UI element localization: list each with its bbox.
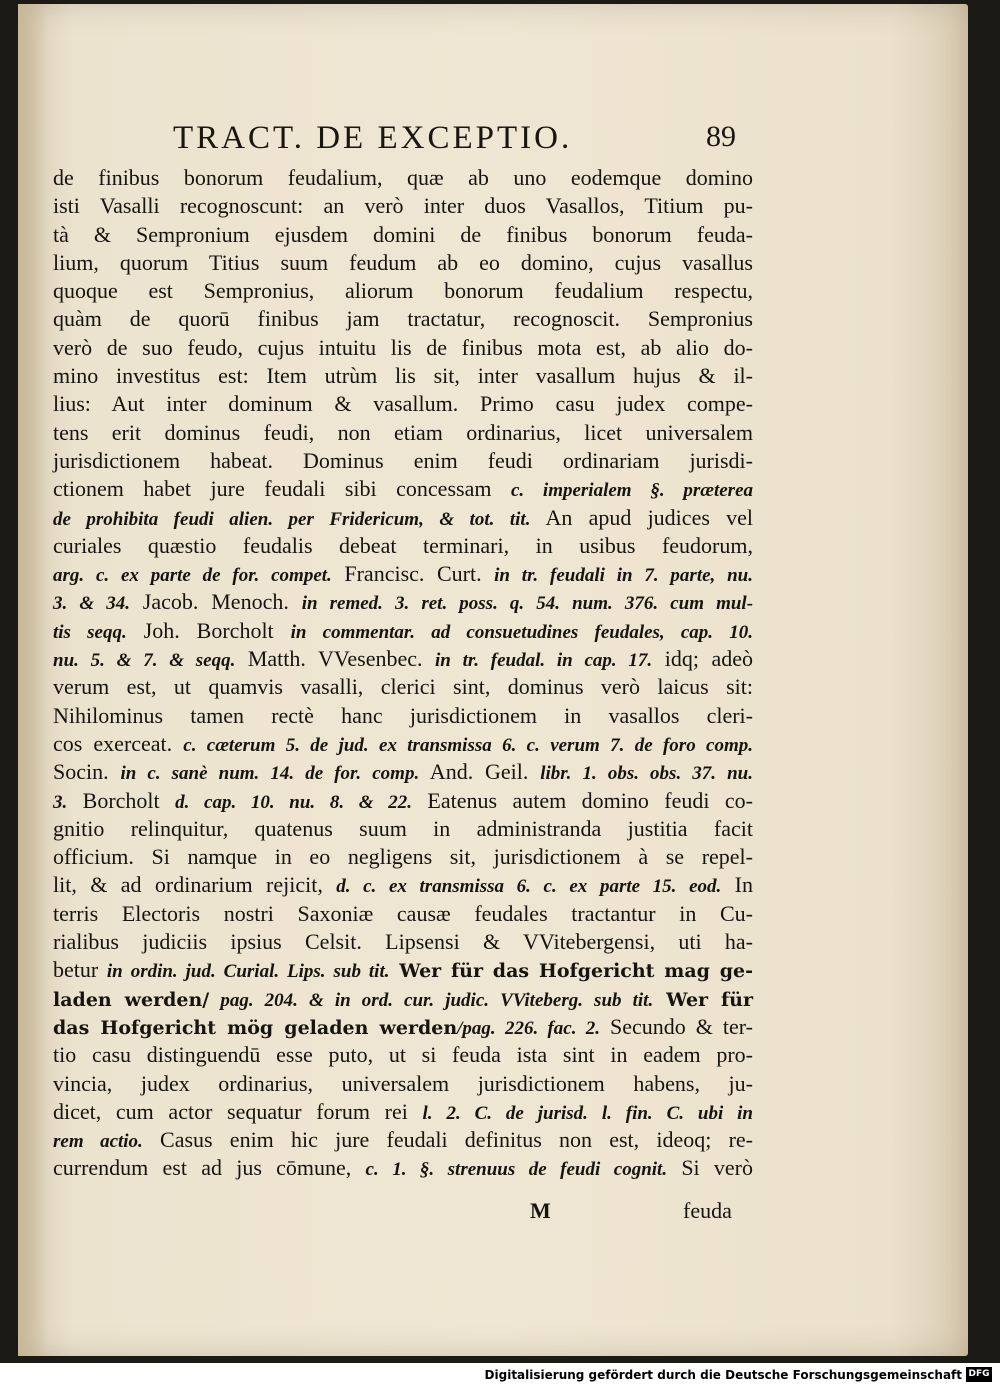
citation-text: in c. sanè num. 14. de for. comp. <box>120 763 420 785</box>
blackletter-text: laden werden/ <box>53 988 210 1011</box>
blackletter-text: Wer für <box>653 988 753 1011</box>
body-text-run: And. Geil. <box>419 759 541 785</box>
body-text-run: de finibus bonorum feudalium, quæ ab uno eodemque domino <box>53 165 753 190</box>
text-line <box>53 475 753 503</box>
text-line <box>53 956 753 984</box>
body-text-run: rialibus judiciis ipsius Celsit. Lipsensi & VVitebergensi, uti ha- <box>53 929 753 955</box>
citation-text: in commentar. ad consuetudines feudales, cap. 10. <box>290 621 753 643</box>
text-line <box>53 305 753 333</box>
body-text-run: terris Electoris nostri Saxoniæ causæ feudales tractantur in Cu- <box>53 900 753 926</box>
body-text-run: dicet, cum actor sequatur forum rei <box>53 1098 423 1124</box>
citation-text: /pag. 226. fac. 2. <box>457 1017 600 1039</box>
text-line <box>53 673 753 701</box>
body-text-run: verò de suo feudo, cujus intuitu lis de finibus mota est, ab alio do- <box>53 334 753 360</box>
body-text-run: curiales quæstio feudalis debeat terminari, in usibus feudorum, <box>53 532 753 558</box>
citation-text: c. imperialem §. præterea <box>510 480 754 502</box>
body-text-run: vincia, judex ordinarius, universalem jurisdictionem habens, ju- <box>53 1070 753 1096</box>
body-text-run: tio casu distinguendū esse puto, ut si feuda ista sint in eadem pro- <box>53 1042 753 1068</box>
text-line <box>53 249 753 277</box>
body-text-run: Jacob. Menoch. <box>129 589 302 615</box>
blackletter-text: Wer für das Hofgericht mag ge- <box>389 960 754 983</box>
text-line <box>53 390 753 418</box>
body-text-run: Joh. Borcholt <box>126 617 291 643</box>
text-line <box>53 1154 753 1182</box>
text-line <box>53 560 753 588</box>
body-text-run: Borcholt <box>67 787 176 813</box>
citation-text: de prohibita feudi alien. per Fridericum, & tot. tit. <box>53 508 531 530</box>
body-text-run: Eatenus autem domino feudi co- <box>411 787 753 813</box>
body-text-run: Si verò <box>667 1155 753 1181</box>
text-line <box>53 588 753 616</box>
body-text-run: quàm de quorū finibus jam tractatur, recognoscit. Sempronius <box>53 306 753 332</box>
body-text-run: Secundo & ter- <box>599 1013 753 1039</box>
text-line <box>53 447 753 475</box>
text-line <box>53 871 753 899</box>
citation-text: nu. 5. & 7. & seqq. <box>53 650 236 672</box>
citation-text: 3. <box>53 791 68 813</box>
citation-text: pag. 204. & in ord. cur. judic. VViteberg. sub tit. <box>209 989 654 1011</box>
text-line <box>53 419 753 447</box>
text-line <box>53 1070 753 1098</box>
citation-text: rem actio. <box>53 1131 143 1153</box>
body-text-run: verum est, ut quamvis vasalli, clerici sint, dominus verò laicus sit: <box>53 674 753 700</box>
text-line <box>53 504 753 532</box>
blackletter-text: das Hofgericht mög geladen werden <box>53 1016 458 1039</box>
body-text-run: An apud judices vel <box>530 504 753 530</box>
citation-text: l. 2. C. de jurisd. l. fin. C. ubi in <box>422 1102 753 1124</box>
body-text-run: betur <box>53 957 107 983</box>
body-text-run: gnitio relinquitur, quatenus suum in administranda justitia facit <box>53 815 753 841</box>
text-line <box>53 1098 753 1126</box>
body-text-run: Nihilominus tamen rectè hanc jurisdictionem in vasallos cleri- <box>53 702 753 728</box>
body-text-run: tens erit dominus feudi, non etiam ordinarius, licet universalem <box>53 419 753 445</box>
citation-text: in tr. feudal. in cap. 17. <box>435 650 653 672</box>
body-text-run: mino investitus est: Item utrùm lis sit, inter vasallum hujus & il- <box>53 363 753 389</box>
text-line <box>53 985 753 1013</box>
citation-text: c. 1. §. strenuus de feudi cognit. <box>365 1159 668 1181</box>
body-text-run: cos exerceat. <box>53 730 184 756</box>
body-text-run: lius: Aut inter dominum & vasallum. Primo casu judex compe- <box>53 391 753 417</box>
text-line <box>53 277 753 305</box>
body-text-run: lit, & ad ordinarium rejicit, <box>53 872 337 898</box>
body-text-run: ctionem habet jure feudali sibi concessam <box>53 476 511 502</box>
citation-text: arg. c. ex parte de for. compet. <box>53 565 332 587</box>
signature-mark: M <box>530 1198 551 1223</box>
book-page <box>18 4 968 1356</box>
text-line <box>53 815 753 843</box>
page-gutter-shadow <box>18 4 48 1356</box>
dfg-logo: DFG <box>966 1367 992 1382</box>
citation-text: c. cæterum 5. de jud. ex transmissa 6. c. verum 7. de foro comp. <box>183 734 753 756</box>
text-line <box>53 532 753 560</box>
page-header <box>18 120 968 164</box>
text-line <box>53 221 753 249</box>
text-line <box>53 362 753 390</box>
text-line <box>53 702 753 730</box>
body-text-run: In <box>721 872 753 898</box>
text-line <box>53 758 753 786</box>
text-line <box>53 164 753 192</box>
text-line <box>53 1013 753 1041</box>
body-text-run: Casus enim hic jure feudali definitus non est, ideoq; re- <box>142 1127 753 1153</box>
body-text-run: lium, quorum Titius suum feudum ab eo domino, cujus vasallus <box>53 249 753 275</box>
text-line <box>53 617 753 645</box>
citation-text: libr. 1. obs. obs. 37. nu. <box>540 763 753 785</box>
citation-text: in ordin. jud. Curial. Lips. sub tit. <box>106 961 390 983</box>
body-text-run: currendum est ad jus cōmune, <box>53 1155 366 1181</box>
text-line <box>53 787 753 815</box>
citation-text: in tr. feudali in 7. parte, nu. <box>494 565 753 587</box>
text-line <box>53 645 753 673</box>
body-text-run: quoque est Sempronius, aliorum bonorum feudalium respectu, <box>53 278 753 304</box>
text-line <box>53 192 753 220</box>
body-text-run: Francisc. Curt. <box>331 561 495 587</box>
text-line <box>53 928 753 956</box>
body-text-run: Socin. <box>53 759 121 785</box>
catchword: feuda <box>683 1198 732 1223</box>
digitization-footer <box>0 1363 1000 1389</box>
running-title: TRACT. DE EXCEPTIO. <box>173 120 573 156</box>
citation-text: d. c. ex transmissa 6. c. ex parte 15. eod. <box>336 876 722 898</box>
text-line <box>53 1126 753 1154</box>
citation-text: 3. & 34. <box>53 593 130 615</box>
body-text-run: jurisdictionem habeat. Dominus enim feudi ordinariam jurisdi- <box>53 447 753 473</box>
citation-text: d. cap. 10. nu. 8. & 22. <box>175 791 412 813</box>
body-text-run: idq; adeò <box>652 646 753 672</box>
body-text <box>53 164 753 1183</box>
catchword-row <box>18 1198 968 1228</box>
body-text-run: Matth. VVesenbec. <box>235 646 435 672</box>
text-line <box>53 334 753 362</box>
text-line <box>53 1041 753 1069</box>
text-line <box>53 730 753 758</box>
citation-text: in remed. 3. ret. poss. q. 54. num. 376. cum mul- <box>301 593 754 615</box>
page-number: 89 <box>706 120 736 153</box>
body-text-run: isti Vasalli recognoscunt: an verò inter duos Vasallos, Titium pu- <box>53 193 753 219</box>
text-line <box>53 900 753 928</box>
footer-credit: Digitalisierung gefördert durch die Deutsche Forschungsgemeinschaft <box>484 1368 962 1382</box>
text-line <box>53 843 753 871</box>
citation-text: tis seqq. <box>53 621 127 643</box>
body-text-run: tà & Sempronium ejusdem domini de finibus bonorum feuda- <box>53 221 753 247</box>
body-text-run: officium. Si namque in eo negligens sit, jurisdictionem à se repel- <box>53 844 753 870</box>
